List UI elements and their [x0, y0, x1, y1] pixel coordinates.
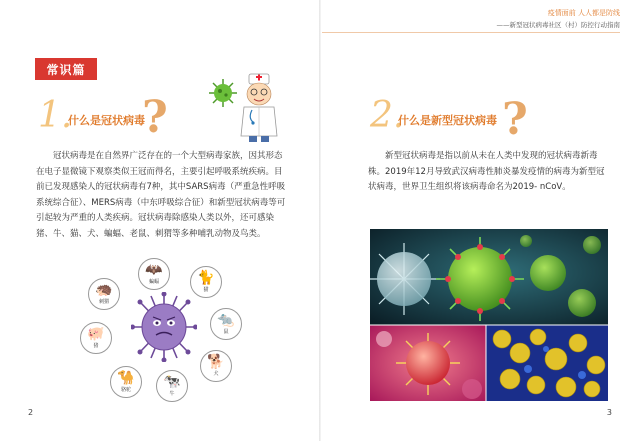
- body-text-left: 冠状病毒是在自然界广泛存在的一个大型病毒家族，因其形态在电子显微镜下观察类似王冠而得名，主要引起呼吸系统疾病。目前已发现感染人的冠状病毒有7种，其中SARS病毒（严重急性呼吸系统综合征）、MERS病毒（中东呼吸综合征）和新型冠状病毒等可引起较为严重的人类疾病。冠状病毒除感染人类以外，还可感染猪、牛、猫、犬、蝙蝠、老鼠、刺猬等多种哺乳动物及鸟类。: [36, 151, 286, 239]
- virus-photo-collage: [370, 229, 608, 401]
- section-number-2: 2.: [370, 95, 405, 136]
- animal-pig: 🐖 猪: [80, 322, 112, 354]
- dog-icon: 🐕: [207, 354, 225, 370]
- animal-camel: 🐪 骆驼: [110, 366, 142, 398]
- question-title-1: 什么是冠状病毒: [68, 114, 145, 127]
- animal-cow: 🐄 牛: [156, 370, 188, 402]
- body-text-right: 新型冠状病毒是指以前从未在人类中发现的冠状病毒新毒株。2019年12月导致武汉病毒性肺炎暴发疫情的病毒为新型冠状病毒，世界卫生组织将该病毒命名为2019- nCoV。: [368, 151, 605, 193]
- cat-icon: 🐈: [197, 270, 215, 286]
- animal-dog: 🐕 犬: [200, 350, 232, 382]
- animal-hosts-diagram: [86, 258, 242, 406]
- doctor-cartoon: [236, 72, 282, 144]
- animal-cat: 🐈 猫: [190, 266, 222, 298]
- question-mark-icon: ?: [502, 94, 528, 145]
- animal-bat: 🦇 蝙蝠: [138, 258, 170, 290]
- cow-icon: 🐄: [163, 374, 181, 390]
- rat-icon: 🐀: [217, 312, 235, 328]
- green-virus-icon: [208, 78, 238, 108]
- spine: [319, 0, 321, 441]
- question-mark-icon: ?: [142, 92, 168, 143]
- hedgehog-icon: 🦔: [95, 282, 113, 298]
- question-title-2: 什么是新型冠状病毒: [398, 114, 497, 127]
- animal-rat: 🐀 鼠: [210, 308, 242, 340]
- section-number-1: 1.: [38, 95, 73, 136]
- bat-icon: 🦇: [145, 262, 163, 278]
- header-slogan: 疫情面前 人人都是防线: [547, 9, 620, 17]
- section-badge: 常识篇: [35, 58, 97, 80]
- header-subtitle: ——新型冠状病毒社区（村）防控行动指南: [496, 21, 620, 29]
- pig-icon: 🐖: [87, 326, 105, 342]
- header-divider: [322, 32, 620, 33]
- coronavirus-icon: [131, 292, 197, 362]
- camel-icon: 🐪: [117, 370, 135, 386]
- animal-hedgehog: 🦔 刺猬: [88, 278, 120, 310]
- page-number-right: 3: [606, 408, 612, 417]
- page-number-left: 2: [28, 408, 34, 417]
